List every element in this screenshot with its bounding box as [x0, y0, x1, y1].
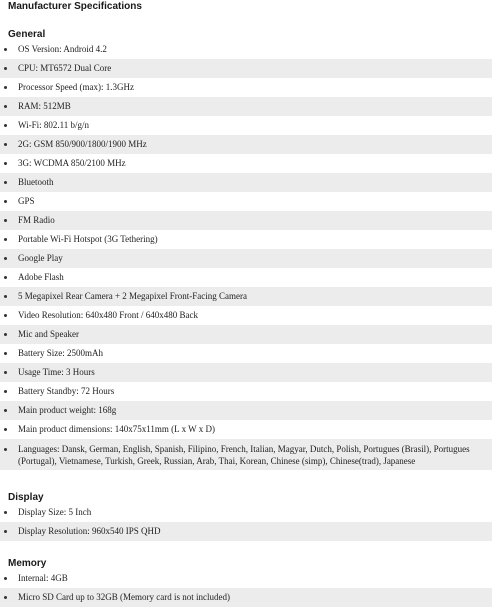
spec-text: Main product weight: 168g: [18, 405, 117, 415]
spec-text: 3G: WCDMA 850/2100 MHz: [18, 158, 126, 168]
list-item: [0, 569, 492, 588]
page-title: Manufacturer Specifications: [8, 1, 142, 12]
bullet-icon: [4, 238, 7, 241]
spec-text: Battery Size: 2500mAh: [18, 348, 103, 358]
bullet-icon: [4, 511, 7, 514]
list-item: [0, 363, 492, 382]
list-item: [0, 287, 492, 306]
spec-text: Languages: Dansk, German, English, Spanish, Filipino, French, Italian, Magyar, Dutch, Polish, Portugues (Brasil), Portugues (Portugal), Vietnamese, Turkish, Greek, Russian, Arab, Thai, Korean, Chinese (simp), Chinese(trad), Japanese: [18, 444, 470, 466]
list-item: [0, 135, 492, 154]
spec-list-display: [0, 503, 492, 541]
bullet-icon: [4, 333, 7, 336]
list-item: [0, 116, 492, 135]
bullet-icon: [4, 219, 7, 222]
bullet-icon: [4, 371, 7, 374]
bullet-icon: [4, 352, 7, 355]
bullet-icon: [4, 86, 7, 89]
list-item: [0, 420, 492, 439]
list-item: [0, 249, 492, 268]
spec-text: Bluetooth: [18, 177, 54, 187]
list-item: [0, 344, 492, 363]
spec-text: OS Version: Android 4.2: [18, 44, 107, 54]
bullet-icon: [4, 105, 7, 108]
spec-text: Battery Standby: 72 Hours: [18, 386, 115, 396]
list-item: [0, 268, 492, 287]
spec-text: Google Play: [18, 253, 63, 263]
bullet-icon: [4, 276, 7, 279]
list-item: [0, 154, 492, 173]
bullet-icon: [4, 162, 7, 165]
bullet-icon: [4, 48, 7, 51]
list-item: [0, 173, 492, 192]
bullet-icon: [4, 67, 7, 70]
section-heading-general: General: [8, 29, 46, 40]
list-item: [0, 325, 492, 344]
spec-text: 2G: GSM 850/900/1800/1900 MHz: [18, 139, 147, 149]
list-item: [0, 401, 492, 420]
bullet-icon: [4, 200, 7, 203]
list-item: [0, 78, 492, 97]
spec-text: Portable Wi-Fi Hotspot (3G Tethering): [18, 234, 158, 244]
spec-text: Wi-Fi: 802.11 b/g/n: [18, 120, 90, 130]
list-item: [0, 439, 492, 470]
bullet-icon: [4, 596, 7, 599]
spec-text: Display Size: 5 Inch: [18, 507, 92, 517]
spec-text: Adobe Flash: [18, 272, 64, 282]
list-item: [0, 59, 492, 78]
spec-text: Processor Speed (max): 1.3GHz: [18, 82, 134, 92]
bullet-icon: [4, 428, 7, 431]
spec-text: RAM: 512MB: [18, 101, 71, 111]
list-item: [0, 522, 492, 541]
section-heading-display: Display: [8, 492, 44, 503]
list-item: [0, 382, 492, 401]
bullet-icon: [4, 409, 7, 412]
spec-text: 5 Megapixel Rear Camera + 2 Megapixel Front-Facing Camera: [18, 291, 248, 301]
bullet-icon: [4, 181, 7, 184]
bullet-icon: [4, 577, 7, 580]
bullet-icon: [4, 390, 7, 393]
spec-text: Video Resolution: 640x480 Front / 640x480 Back: [18, 310, 198, 320]
spec-text: CPU: MT6572 Dual Core: [18, 63, 112, 73]
list-item: [0, 230, 492, 249]
spec-text: Micro SD Card up to 32GB (Memory card is not included): [18, 592, 230, 602]
spec-text: Internal: 4GB: [18, 573, 68, 583]
list-item: [0, 97, 492, 116]
spec-list-memory: [0, 569, 492, 607]
spec-text: GPS: [18, 196, 35, 206]
bullet-icon: [4, 257, 7, 260]
list-item: [0, 503, 492, 522]
list-item: [0, 588, 492, 607]
bullet-icon: [4, 314, 7, 317]
spec-list-general: [0, 40, 492, 470]
bullet-icon: [4, 448, 7, 451]
list-item: [0, 211, 492, 230]
section-heading-memory: Memory: [8, 558, 47, 569]
bullet-icon: [4, 295, 7, 298]
bullet-icon: [4, 530, 7, 533]
spec-text: FM Radio: [18, 215, 55, 225]
list-item: [0, 40, 492, 59]
bullet-icon: [4, 124, 7, 127]
spec-text: Usage Time: 3 Hours: [18, 367, 95, 377]
spec-text: Display Resolution: 960x540 IPS QHD: [18, 526, 161, 536]
spec-text: Main product dimensions: 140x75x11mm (L x W x D): [18, 424, 215, 434]
list-item: [0, 192, 492, 211]
bullet-icon: [4, 143, 7, 146]
spec-text: Mic and Speaker: [18, 329, 79, 339]
list-item: [0, 306, 492, 325]
